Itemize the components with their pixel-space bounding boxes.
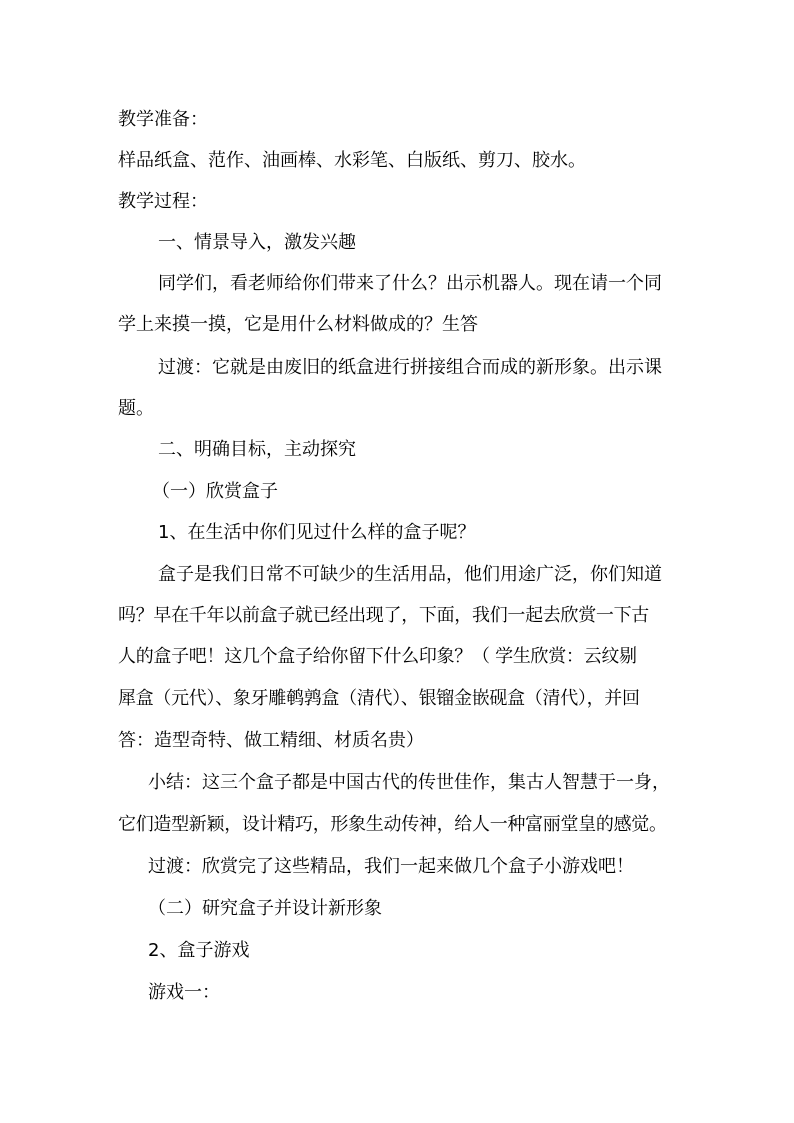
question-2: 2、盒子游戏	[148, 940, 250, 961]
subsection-2-title: （二）研究盒子并设计新形象	[148, 898, 382, 919]
paragraph-3-line-5: 答：造型奇特、做工精细、材质名贵）	[118, 730, 424, 751]
paragraph-3-line-2: 吗？早在千年以前盒子就已经出现了，下面，我们一起去欣赏一下古	[118, 605, 649, 626]
paragraph-1-line-1: 同学们，看老师给你们带来了什么？出示机器人。现在请一个同	[158, 273, 662, 294]
subsection-1-title: （一）欣赏盒子	[152, 481, 278, 502]
question-1: 1、在生活中你们见过什么样的盒子呢？	[158, 522, 476, 543]
heading-teaching-preparation: 教学准备：	[118, 109, 208, 130]
section-1-title: 一、情景导入，激发兴趣	[158, 232, 356, 253]
summary-line-2: 它们造型新颖，设计精巧，形象生动传神，给人一种富丽堂皇的感觉。	[118, 814, 667, 835]
paragraph-3-line-4: 犀盒（元代）、象牙雕鹌鹑盒（清代）、银镏金嵌砚盒（清代），并回	[118, 688, 640, 709]
heading-teaching-process: 教学过程：	[118, 191, 208, 212]
paragraph-2-line-2: 题。	[118, 398, 154, 419]
materials-list: 样品纸盒、范作、油画棒、水彩笔、白版纸、剪刀、胶水。	[118, 150, 586, 171]
paragraph-3-line-1: 盒子是我们日常不可缺少的生活用品，他们用途广泛，你们知道	[158, 564, 662, 585]
paragraph-1-line-2: 学上来摸一摸，它是用什么材料做成的？生答	[118, 314, 478, 335]
paragraph-4: 过渡：欣赏完了这些精品，我们一起来做几个盒子小游戏吧！	[148, 856, 634, 877]
paragraph-2-line-1: 过渡：它就是由废旧的纸盒进行拼接组合而成的新形象。出示课	[158, 357, 662, 378]
section-2-title: 二、明确目标，主动探究	[158, 439, 356, 460]
game-1-label: 游戏一：	[148, 982, 220, 1003]
summary-line-1: 小结：这三个盒子都是中国古代的传世佳作，集古人智慧于一身，	[148, 772, 670, 793]
paragraph-3-line-3: 人的盒子吧！这几个盒子给你留下什么印象？（ 学生欣赏：云纹剔	[118, 646, 637, 667]
